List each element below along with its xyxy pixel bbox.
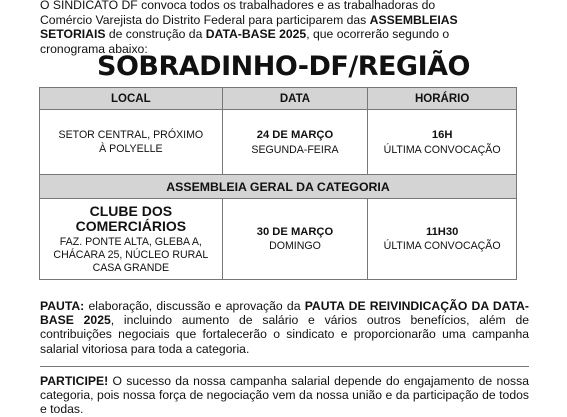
row2-date-cell (222, 199, 368, 280)
intro-text: de construção da (105, 27, 206, 41)
row2-time-cell (368, 199, 517, 280)
row1-note: ÚLTIMA CONVOCAÇÃO (383, 143, 501, 156)
row1-local-line2: À POLYELLE (99, 143, 163, 155)
intro-bold-database: DATA-BASE 2025 (205, 27, 307, 41)
row1-date-cell (222, 110, 368, 175)
page-title: SOBRADINHO-DF/REGIÃO (97, 51, 470, 82)
row2-note: ÚLTIMA CONVOCAÇÃO (383, 239, 501, 252)
row2-weekday: DOMINGO (269, 239, 321, 252)
table-row (40, 199, 517, 280)
divider (40, 366, 529, 367)
pauta-bold: PAUTA DE REIVINDICAÇÃO DA DATA-BASE 2025 (40, 299, 529, 328)
row2-local-line2: CHÁCARA 25, NÚCLEO RURAL (53, 248, 209, 261)
header-horario: HORÁRIO (368, 88, 517, 110)
row2-local-line1: FAZ. PONTE ALTA, GLEBA A, (59, 235, 202, 248)
intro-bold-setoriais: SETORIAIS (40, 27, 106, 41)
row2-local-line3: CASA GRANDE (92, 261, 170, 274)
pauta-text: , incluindo aumento de salário e vários outros benefícios, além de contribuições negociais que fortalecerão o sindicato e proporcionarão uma campanha salarial vitoriosa para toda a categoria. (40, 313, 530, 356)
row1-time: 16H (431, 128, 453, 141)
row1-local (40, 110, 223, 175)
row2-local (40, 199, 223, 280)
pauta-text: elaboração, discussão e aprovação da (84, 299, 305, 313)
row1-time-cell (368, 110, 517, 175)
row1-weekday: SEGUNDA-FEIRA (251, 143, 339, 156)
intro-bold-assembleias: ASSEMBLEIAS (369, 12, 458, 27)
header-data: DATA (222, 88, 368, 110)
intro-paragraph (40, 0, 530, 56)
row1-date: 24 DE MARÇO (256, 128, 334, 141)
row2-title-line2: COMERCIÁRIOS (75, 217, 187, 234)
intro-line-0: O SINDICATO DF convoca todos os trabalhadores e as trabalhadoras do (40, 0, 436, 12)
participe-paragraph (40, 374, 529, 417)
pauta-paragraph (40, 299, 529, 356)
table-header-row (40, 88, 517, 110)
header-local: LOCAL (40, 88, 223, 110)
row2-time: 11H30 (425, 225, 459, 238)
intro-text: Comércio Varejista do Distrito Federal para participarem das (40, 12, 370, 27)
intro-text: , que ocorrerão segundo o (306, 27, 450, 41)
intro-text: cronograma abaixo: (40, 41, 148, 56)
row2-title-line1: CLUBE DOS (89, 202, 173, 219)
section-row (40, 175, 517, 199)
row2-date: 30 DE MARÇO (256, 225, 334, 238)
row2-local-title (40, 204, 222, 234)
table-row (40, 110, 517, 175)
schedule-table (39, 87, 517, 280)
section-title: ASSEMBLEIA GERAL DA CATEGORIA (40, 175, 517, 199)
pauta-label: PAUTA: (40, 299, 85, 313)
participe-label: PARTICIPE! (40, 374, 109, 388)
participe-text: O sucesso da nossa campanha salarial depende do engajamento de nossa categoria, pois nossa força de negociação vem da nossa união e da participação de todos e todas. (40, 374, 529, 417)
row1-local-line1: SETOR CENTRAL, PRÓXIMO (58, 129, 204, 141)
